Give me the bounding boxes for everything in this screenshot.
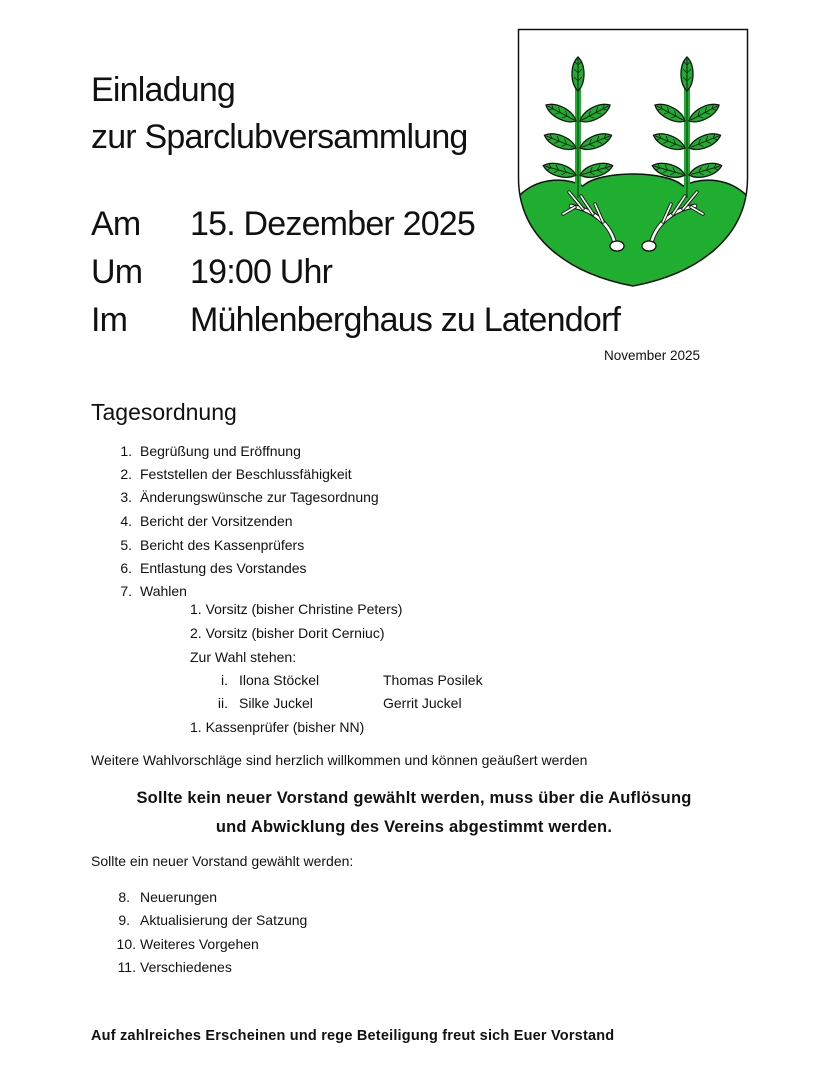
- agenda-item-number: 2.: [120, 466, 132, 482]
- agenda-heading: Tagesordnung: [91, 399, 237, 425]
- warning-line-1: Sollte kein neuer Vorstand gewählt werden, muss über die Auflösung: [136, 789, 692, 807]
- document-date: November 2025: [604, 348, 701, 363]
- proposals-note: Weitere Wahlvorschläge sind herzlich willkommen und können geäußert werden: [91, 752, 588, 768]
- followup-item-number: 10.: [116, 936, 136, 952]
- agenda-item-text: Wahlen: [140, 583, 187, 599]
- conditional-note: Sollte ein neuer Vorstand gewählt werden:: [91, 853, 354, 869]
- detail-label-place: Im: [91, 301, 128, 339]
- agenda-item-number: 3.: [120, 489, 132, 505]
- agenda-item-text: Begrüßung und Eröffnung: [140, 443, 301, 459]
- followup-item-text: Aktualisierung der Satzung: [140, 912, 308, 928]
- election-auditor: 1. Kassenprüfer (bisher NN): [190, 719, 365, 735]
- agenda-item-text: Entlastung des Vorstandes: [140, 560, 307, 576]
- agenda-item-number: 5.: [120, 537, 132, 553]
- followup-item-number: 9.: [118, 912, 130, 928]
- followup-item-text: Verschiedenes: [140, 959, 232, 975]
- followup-item-number: 11.: [117, 959, 136, 975]
- agenda-item-text: Bericht des Kassenprüfers: [140, 537, 305, 553]
- agenda-item-text: Änderungswünsche zur Tagesordnung: [140, 489, 379, 505]
- followup-item-number: 8.: [118, 889, 130, 905]
- candidate-name: Silke Juckel: [239, 695, 313, 711]
- detail-label-date: Am: [91, 205, 141, 243]
- election-position-2: 2. Vorsitz (bisher Dorit Cerniuc): [190, 625, 385, 641]
- agenda-item-text: Feststellen der Beschlussfähigkeit: [140, 466, 352, 482]
- followup-item-text: Weiteres Vorgehen: [140, 936, 259, 952]
- agenda-item-number: 7.: [120, 583, 132, 599]
- election-position-1: 1. Vorsitz (bisher Christine Peters): [190, 601, 403, 617]
- agenda-item-text: Bericht der Vorsitzenden: [140, 513, 293, 529]
- agenda-item-number: 1.: [120, 443, 132, 459]
- followup-item-text: Neuerungen: [140, 889, 218, 905]
- candidates-label: Zur Wahl stehen:: [190, 649, 297, 665]
- title-line-1: Einladung: [91, 71, 236, 109]
- candidate-number: ii.: [217, 695, 228, 711]
- agenda-item-number: 6.: [120, 560, 132, 576]
- detail-value-date: 15. Dezember 2025: [190, 205, 476, 243]
- coat-of-arms-icon: [517, 28, 749, 288]
- warning-line-2: und Abwicklung des Vereins abgestimmt werden.: [215, 818, 613, 836]
- detail-value-place: Mühlenberghaus zu Latendorf: [190, 301, 621, 339]
- detail-label-time: Um: [91, 253, 143, 291]
- title-line-2: zur Sparclubversammlung: [91, 118, 468, 156]
- candidate-name: Gerrit Juckel: [383, 695, 462, 711]
- agenda-item-number: 4.: [120, 513, 132, 529]
- candidate-number: i.: [221, 672, 228, 688]
- candidate-name: Thomas Posilek: [383, 672, 483, 688]
- candidate-name: Ilona Stöckel: [239, 672, 320, 688]
- detail-value-time: 19:00 Uhr: [190, 253, 333, 291]
- closing-line: Auf zahlreiches Erscheinen und rege Beteiligung freut sich Euer Vorstand: [91, 1028, 615, 1044]
